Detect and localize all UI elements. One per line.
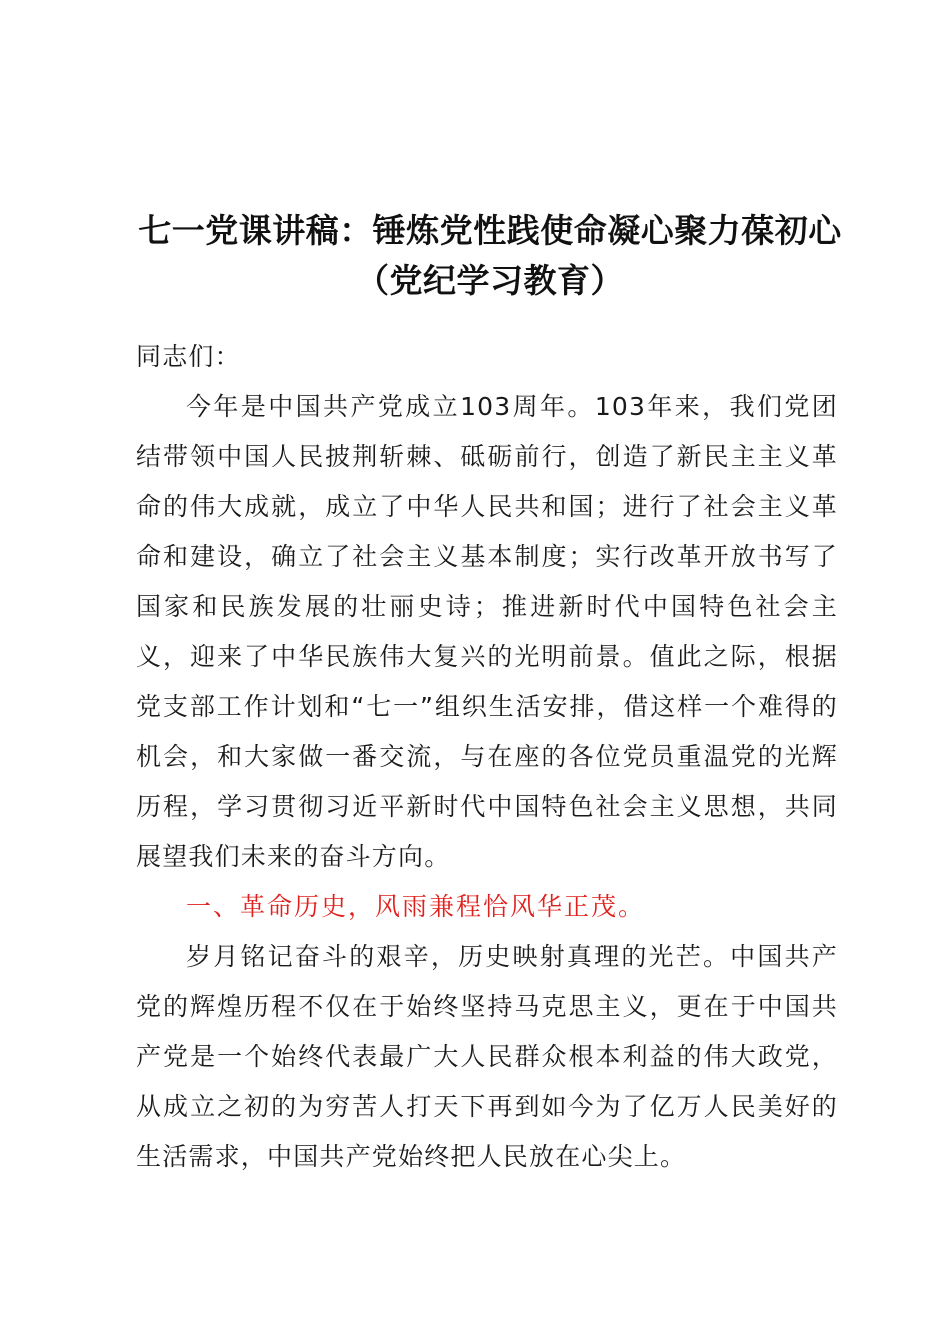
intro-paragraph: 今年是中国共产党成立103周年。103年来，我们党团结带领中国人民披荆斩棘、砥砺前行，创造了新民主主义革命的伟大成就，成立了中华人民共和国；进行了社会主义革命和建设，确立了社会主义基本制度；实行改革开放书写了国家和民族发展的壮丽史诗；推进新时代中国特色社会主义，迎来了中华民族伟大复兴的光明前景。值此之际，根据党支部工作计划和“七一”组织生活安排，借这样一个难得的机会，和大家做一番交流，与在座的各位党员重温党的光辉历程，学习贯彻习近平新时代中国特色社会主义思想，共同展望我们未来的奋斗方向。 <box>136 392 838 871</box>
section-heading: 一、革命历史，风雨兼程恰风华正茂。 <box>186 892 646 921</box>
document-body <box>136 332 838 1182</box>
section-paragraph: 岁月铭记奋斗的艰辛，历史映射真理的光芒。中国共产党的辉煌历程不仅在于始终坚持马克思主义，更在于中国共产党是一个始终代表最广大人民群众根本利益的伟大政党，从成立之初的为穷苦人打天下再到如今为了亿万人民美好的生活需求，中国共产党始终把人民放在心尖上。 <box>136 942 838 1171</box>
document-title: 七一党课讲稿：锤炼党性践使命凝心聚力葆初心（党纪学习教育） <box>138 211 842 300</box>
salutation: 同志们： <box>136 342 241 371</box>
